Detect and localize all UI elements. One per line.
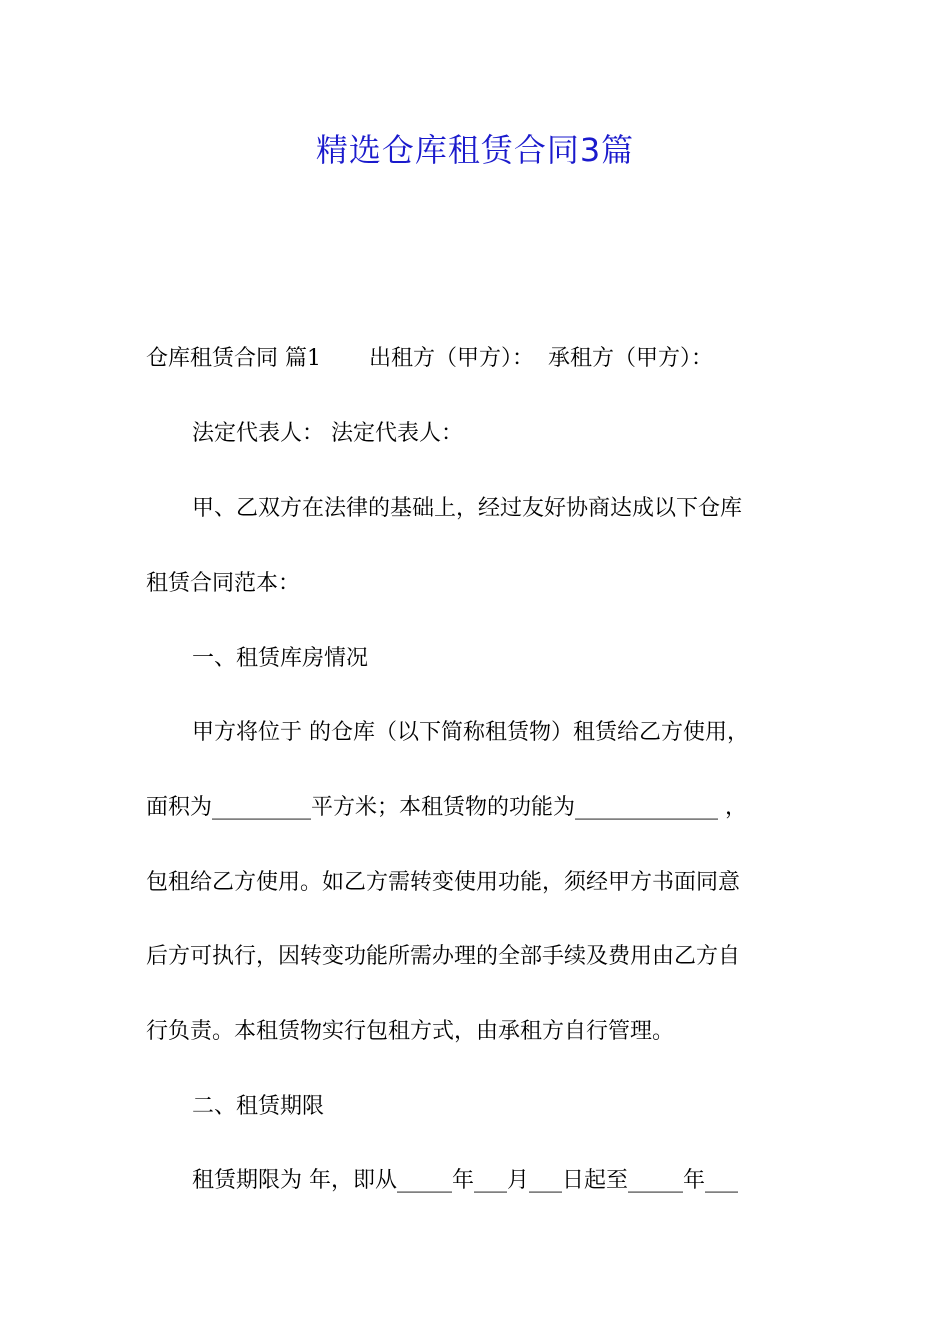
section-heading-1: 一、租赁库房情况 — [192, 646, 369, 671]
paragraph-body-line-1: 甲方将位于 的仓库（以下简称租赁物）租赁给乙方使用， — [192, 720, 749, 745]
paragraph-intro-line-1: 甲、乙双方在法律的基础上，经过友好协商达成以下仓库 — [192, 496, 743, 521]
paragraph-intro-line-2: 租赁合同范本： — [146, 571, 301, 596]
representative-line: 法定代表人： 法定代表人： — [192, 421, 463, 446]
paragraph-body-line-4: 后方可执行，因转变功能所需办理的全部手续及费用由乙方自 — [146, 944, 741, 969]
paragraph-body-line-2: 面积为_________平方米；本租赁物的功能为_____________ ， — [146, 795, 747, 820]
lease-term-line: 租赁期限为 年，即从_____年___月___日起至_____年___ — [192, 1168, 738, 1193]
section-heading-2: 二、租赁期限 — [192, 1094, 325, 1119]
lessee-label: 承租方（甲方）： — [548, 346, 714, 371]
lessor-label: 出租方（甲方）： — [369, 346, 535, 371]
document-title: 精选仓库租赁合同3篇 — [315, 131, 635, 169]
contract-heading: 仓库租赁合同 篇1 — [146, 346, 321, 371]
paragraph-body-line-3: 包租给乙方使用。如乙方需转变使用功能，须经甲方书面同意 — [146, 870, 741, 895]
paragraph-body-line-5: 行负责。本租赁物实行包租方式，由承租方自行管理。 — [146, 1019, 675, 1044]
party-header-line — [146, 344, 713, 374]
